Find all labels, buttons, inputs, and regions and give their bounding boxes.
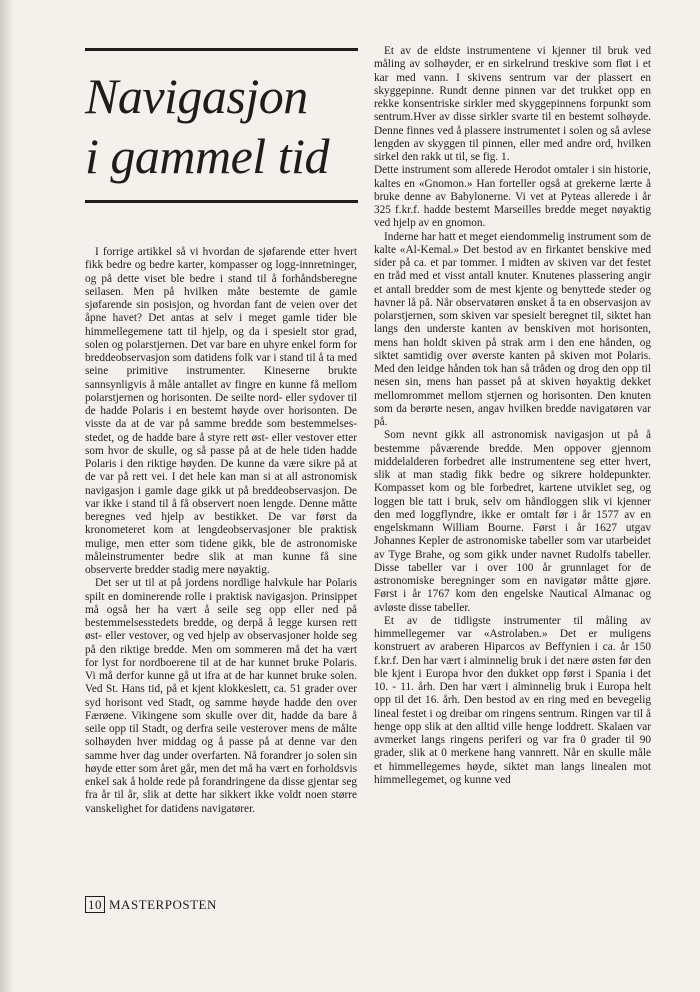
article-title-line-1: Navigasjon — [85, 68, 308, 124]
page-number: 10 — [85, 896, 105, 913]
left-column — [85, 246, 357, 816]
title-rule-bottom — [85, 200, 358, 203]
paragraph: I forrige artikkel så vi hvordan de sjøfarende etter hvert fikk bedre og bedre karter, kompasser og logg-innretninger, og på dette viset ble bedre i stand til å forhåndsberegne seilasen. Men på hvilken måte bestemte de gamle sjøfarende sin posisjon, og hvordan fant de veien over det åpne havet? Det antas at selv i meget gamle tider ble himmellegemene tatt til hjelp, og da i spesielt stor grad, solen og polarstjernen. Det var bare en uhyre enkel form for breddeobservasjon som datidens folk var i stand til å ta med seine primitive instrumenter. Kineserne brukte sannsynligvis å måle antallet av fingre en kunne få mellom polarstjernen og horisonten. De seilte nord- eller sydover til de hadde Polaris i en bestemt høyde over horisonten. De visste da at de var på samme bredde som bestemmelses-stedet, og de hadde bare å styre rett øst- eller vestover etter som hvor de skulle, og så passe på at de hele tiden hadde Polaris i den riktige høyden. De kunne da være sikre på at de var på rett vei. I det hele kan man si at all astronomisk navigasjon i gamle dage gikk ut på breddeobservasjon. De var ikke i stand til å få observert noen lengde. Denne måtte beregnes ved hjelp av bestikket. De var først da kronometeret kom at lengdeobservasjoner ble praktisk mulige, men etter som tidene gikk, ble de astronomiske måleinstrumenter bedre slik at man kunne få sine observerte bredder stadig mere nøyaktig. — [85, 246, 357, 576]
article-title-line-2: i gammel tid — [85, 128, 329, 184]
page-footer — [85, 896, 217, 913]
paragraph: Et av de tidligste instrumenter til måling av himmellegemer var «Astrolaben.» Det er muligens konstruert av araberen Hiparcos av Beffynien i ca. år 150 f.kr.f. Den har vært i alminnelig bruk i det nære østen før den ble kjent i Europa hvor den dukket opp først i Spania i det 10. - 11. årh. Den har vært i alminnelig bruk i Europa helt opp til det 16. årh. Den bestod av en ring med en bevegelig lineal festet i og dreibar om ringens sentrum. Ringen var til å henge opp slik at den alltid ville henge loddrett. Skalaen var avmerket langs ringens periferi og var fra 0 grader til 90 grader, slik at 0 merkene hang vannrett. Når en skulle måle et himmellegemes høyde, siktet man langs linealen mot himmellegemet, og kunne ved — [374, 614, 651, 786]
title-rule-top — [85, 48, 358, 51]
page-binding-shadow — [0, 0, 14, 992]
paragraph: Inderne har hatt et meget eiendommelig instrument som de kalte «Al-Kemal.» Det bestod av en firkantet benskive med sider på ca. et par tommer. I midten av skiven var det festet en tråd med et visst antall knuter. Knutenes plassering angir et antall bredder som de mest kjente og benyttede steder og havner lå på. Når observatøren ønsket å ta en observasjon av polarstjernen, som skiven var spesielt beregnet til, siktet han langs den underste kanten av benskiven mot horisonten, mens han holdt skiven på strak arm i den ene hånden, og siktet samtidig over øverste kanten på skiven mot Polaris. Med den leidge hånden tok han så tråden og drog den opp til nesen sin, mens han passet på at skiven høyaktig dekket mellomrommet mellom stjernen og horisonten. Den knuten som da berørte nesen, angav hvilken bredde navigatøren var på. — [374, 230, 651, 428]
publication-name: MASTERPOSTEN — [109, 896, 217, 912]
right-column — [374, 45, 651, 787]
paragraph: Et av de eldste instrumentene vi kjenner til bruk ved måling av solhøyder, er en sirkelrund treskive som fløt i et kar med vann. I skivens sentrum var der plassert en skyggepinne. Rundt denne pinnen var det trukket opp en rekke konsentriske sirkler med skyggepinnens forpunkt som sentrum.Hver av disse sirkler svarte til en bestemt solhøyde. Denne finnes ved å plassere instrumentet i solen og så avlese lengden av skyggen til pinnen, eller med andre ord, hvilken sirkel den rakk ut til, se fig. 1. — [374, 45, 651, 163]
paragraph: Dette instrument som allerede Herodot omtaler i sin historie, kaltes en «Gnomon.» Han forteller også at grekerne lærte å bruke denne av Babylonerne. Vi vet at Pyteas allerede i år 325 f.kr.f. hadde bestemt Marseilles bredde meget nøyaktig ved hjelp av en gnomon. — [374, 164, 651, 230]
paragraph: Som nevnt gikk all astronomisk navigasjon ut på å bestemme påværende bredde. Men oppover gjennom middelalderen forbedret alle instrumentene seg etter hvert, slik at man stadig fikk bedre og sikrere holdepunkter. Kompasset kom og ble forbedret, kartene utviklet seg, og loggen ble tatt i bruk, selv om håndloggen slik vi kjenner den med loggflyndre, ikke er omtalt før i år 1577 av en engelskmann William Bourne. Først i år 1627 utgav Johannes Kepler de astronomiske tabeller som var utarbeidet av Tyge Brahe, og som gikk under navnet Rudolfs tabeller. Disse tabeller var i over 100 år grunnlaget for de astronomiske beregninger som en navigatør måtte gjøre. Først i år 1767 kom den engelske Nautical Almanac og avløste disse tabeller. — [374, 429, 651, 614]
paragraph: Det ser ut til at på jordens nordlige halvkule har Polaris spilt en dominerende rolle i praktisk navigasjon. Prinsippet må også her ha vært å seile seg opp eller ned på bestemmelsesstedets bredde, og derpå å legge kursen rett øst- eller vestover, og ved hjelp av observasjoner holde seg på den riktige bredde. Men om sommeren må det ha vært for lyst for nordboerene til at de har kunnet bruke Polaris. Vi må derfor kunne gå ut ifra at de har kunnet bruke solen. Ved St. Hans tid, på et kjent klokkeslett, ca. 51 grader over syd horisont ved Stadt, og samme høyde hadde den over Færøene. Vikingene som skulle over dit, hadde da bare å seile opp til Stadt, og derfra seile vesterover mens de målte solhøyden hver middag og å passe på at denne var den samme hver dag under overfarten. Nå forandrer jo solen sin høyde etter som året går, men det må ha vært en forholdsvis enkel sak å holde rede på forandringene da disse gjentar seg fra år til år, slik at dette har sikkert ikke voldt noen større vanskelighet for datidens navigatører. — [85, 577, 357, 815]
